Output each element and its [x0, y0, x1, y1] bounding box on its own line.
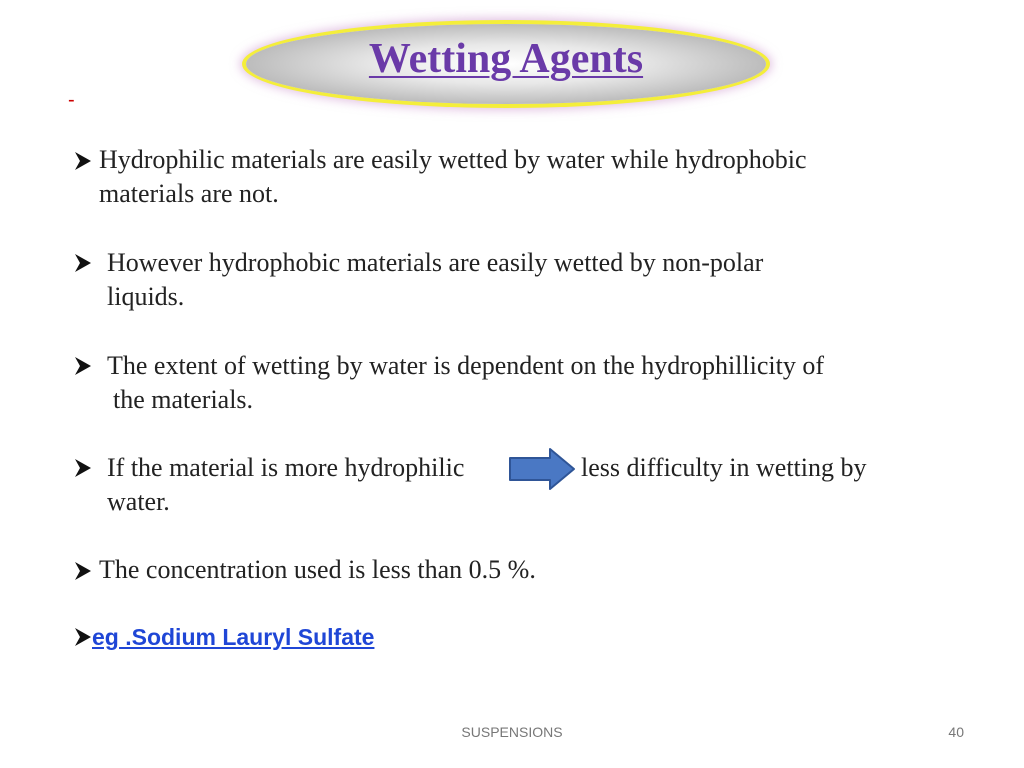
bullet-4-line-1-a: If the material is more hydrophilic: [107, 453, 465, 482]
red-dash-mark: -: [68, 89, 75, 111]
bullet-2-line-1: However hydrophobic materials are easily wetted by non-polar: [107, 248, 764, 277]
bullet-2-line-2: liquids.: [107, 282, 185, 311]
bullet-1-line-1: Hydrophilic materials are easily wetted by water while hydrophobic: [99, 145, 807, 174]
bullet-4-line-2: water.: [107, 487, 170, 516]
title-banner: [246, 24, 766, 104]
arrowhead-bullet-icon: [72, 150, 94, 172]
bullet-4-line-1-b: less difficulty in wetting by: [581, 453, 867, 482]
bullet-5-line-1: The concentration used is less than 0.5 %.: [99, 555, 536, 584]
right-arrow-icon: [508, 447, 576, 491]
page-number: 40: [948, 724, 964, 740]
arrowhead-bullet-icon: [72, 560, 94, 582]
example-link[interactable]: eg .Sodium Lauryl Sulfate: [92, 624, 375, 650]
arrowhead-bullet-icon: [72, 252, 94, 274]
bullet-3-line-2: the materials.: [113, 385, 254, 414]
arrowhead-bullet-icon: [72, 355, 94, 377]
slide-title: Wetting Agents: [368, 36, 644, 82]
bullet-6-container: [92, 620, 374, 654]
arrowhead-bullet-icon: [72, 626, 94, 648]
footer-label: SUSPENSIONS: [461, 724, 563, 740]
arrowhead-bullet-icon: [72, 457, 94, 479]
bullet-3-line-1: The extent of wetting by water is dependent on the hydrophillicity of: [107, 351, 824, 380]
bullet-1-line-2: materials are not.: [99, 179, 279, 208]
